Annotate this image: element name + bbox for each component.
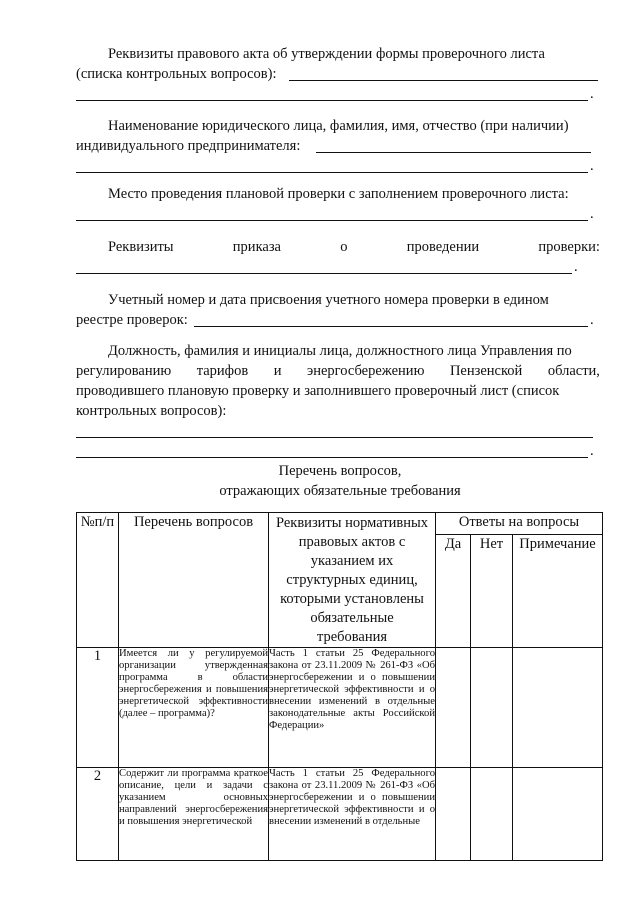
inspector-word-2: тарифов xyxy=(196,363,249,379)
row-2-requisite: Часть 1 статьи 25 Федерального закона от 23.11.2009 № 261-ФЗ «Об энергосбережении и о повышении энергетической эффективности и о внесении изменений в отдельные xyxy=(269,768,436,861)
row-1-note-cell[interactable] xyxy=(513,648,603,768)
entity-name-line-2: индивидуального предпринимателя: xyxy=(76,138,301,154)
order-word-5: проверки: xyxy=(538,239,600,255)
section-entity-name xyxy=(76,116,600,176)
inspector-word-3: и xyxy=(273,363,282,379)
row-2-num: 2 xyxy=(77,768,119,861)
entity-name-fill-line-2 xyxy=(76,172,588,173)
inspection-place-line-1: Место проведения плановой проверки с заполнением проверочного листа: xyxy=(108,186,569,202)
entity-name-fill-line-1 xyxy=(316,152,591,153)
inspector-line-3: проводившего плановую проверку и заполнившего проверочный лист (список xyxy=(76,383,560,399)
inspection-place-end-mark: . xyxy=(590,206,594,222)
order-requisites-fill-line xyxy=(76,273,572,274)
row-1-requisite: Часть 1 статьи 25 Федерального закона от 23.11.2009 № 261-ФЗ «Об энергосбережении и о повышении энергетической эффективности и о внесении изменений в отдельные законодательные акты Российской Федерации» xyxy=(269,648,436,768)
table-row xyxy=(77,648,603,768)
registry-number-fill-line xyxy=(194,326,588,327)
table-row xyxy=(77,768,603,861)
header-answers: Ответы на вопросы xyxy=(436,513,603,535)
checklist-table xyxy=(76,512,603,861)
legal-act-fill-line-1 xyxy=(289,80,598,81)
section-legal-act xyxy=(76,44,600,104)
inspection-place-fill-line xyxy=(76,220,588,221)
order-word-4: проведении xyxy=(406,239,480,255)
inspector-word-6: области, xyxy=(547,363,600,379)
list-title-line-2: отражающих обязательные требования xyxy=(219,483,461,499)
legal-act-line-1: Реквизиты правового акта об утверждении формы проверочного листа xyxy=(108,46,545,62)
inspector-fill-line-1 xyxy=(76,437,593,438)
order-word-3: о xyxy=(340,239,348,255)
header-yes: Да xyxy=(436,534,471,647)
entity-name-line-1: Наименование юридического лица, фамилия, имя, отчество (при наличии) xyxy=(108,118,569,134)
entity-name-end-mark: . xyxy=(590,158,594,174)
header-no: Нет xyxy=(471,534,513,647)
row-2-note-cell[interactable] xyxy=(513,768,603,861)
header-questions: Перечень вопросов xyxy=(119,513,269,648)
row-2-question: Содержит ли программа краткое описание, цели и задачи с указанием основных направлений энергосбережения и повышения энергетической xyxy=(119,768,269,861)
row-1-yes-cell[interactable] xyxy=(436,648,471,768)
inspector-word-4: энергосбережению xyxy=(307,363,425,379)
inspector-line-4: контрольных вопросов): xyxy=(76,403,227,419)
inspector-line-1: Должность, фамилия и инициалы лица, должностного лица Управления по xyxy=(108,343,572,359)
order-requisites-line-1 xyxy=(76,237,600,257)
row-1-no-cell[interactable] xyxy=(471,648,513,768)
section-inspector xyxy=(76,341,600,461)
list-title-line-1: Перечень вопросов, xyxy=(278,463,402,479)
registry-number-line-2: реестре проверок: xyxy=(76,312,188,328)
inspector-fill-line-2 xyxy=(76,457,588,458)
header-num: №п/п xyxy=(77,513,119,648)
registry-number-line-1: Учетный номер и дата присвоения учетного номера проверки в едином xyxy=(108,292,549,308)
inspector-word-5: Пензенской xyxy=(449,363,523,379)
registry-number-end-mark: . xyxy=(590,312,594,328)
order-requisites-end-mark: . xyxy=(574,259,578,275)
inspector-word-1: регулированию xyxy=(76,363,172,379)
inspector-end-mark: . xyxy=(590,443,594,459)
table-header-row-1 xyxy=(77,513,603,535)
order-word-1: Реквизиты xyxy=(108,239,174,255)
order-word-2: приказа xyxy=(232,239,281,255)
legal-act-fill-line-2 xyxy=(76,100,588,101)
row-1-question: Имеется ли у регулируемой организации утвержденная программа в области энергосбережения и повышения энергетической эффективности (далее – программа)? xyxy=(119,648,269,768)
section-registry-number xyxy=(76,290,600,330)
inspector-line-2 xyxy=(76,361,600,381)
section-order-requisites xyxy=(76,237,600,277)
header-requisites: Реквизиты нормативных правовых актов с указанием их структурных единиц, которыми установлены обязательные требования xyxy=(269,513,436,648)
row-2-yes-cell[interactable] xyxy=(436,768,471,861)
row-2-no-cell[interactable] xyxy=(471,768,513,861)
legal-act-line-2: (списка контрольных вопросов): xyxy=(76,66,277,82)
section-inspection-place xyxy=(76,184,600,224)
legal-act-end-mark: . xyxy=(590,86,594,102)
row-1-num: 1 xyxy=(77,648,119,768)
header-note: Примечание xyxy=(513,534,603,647)
